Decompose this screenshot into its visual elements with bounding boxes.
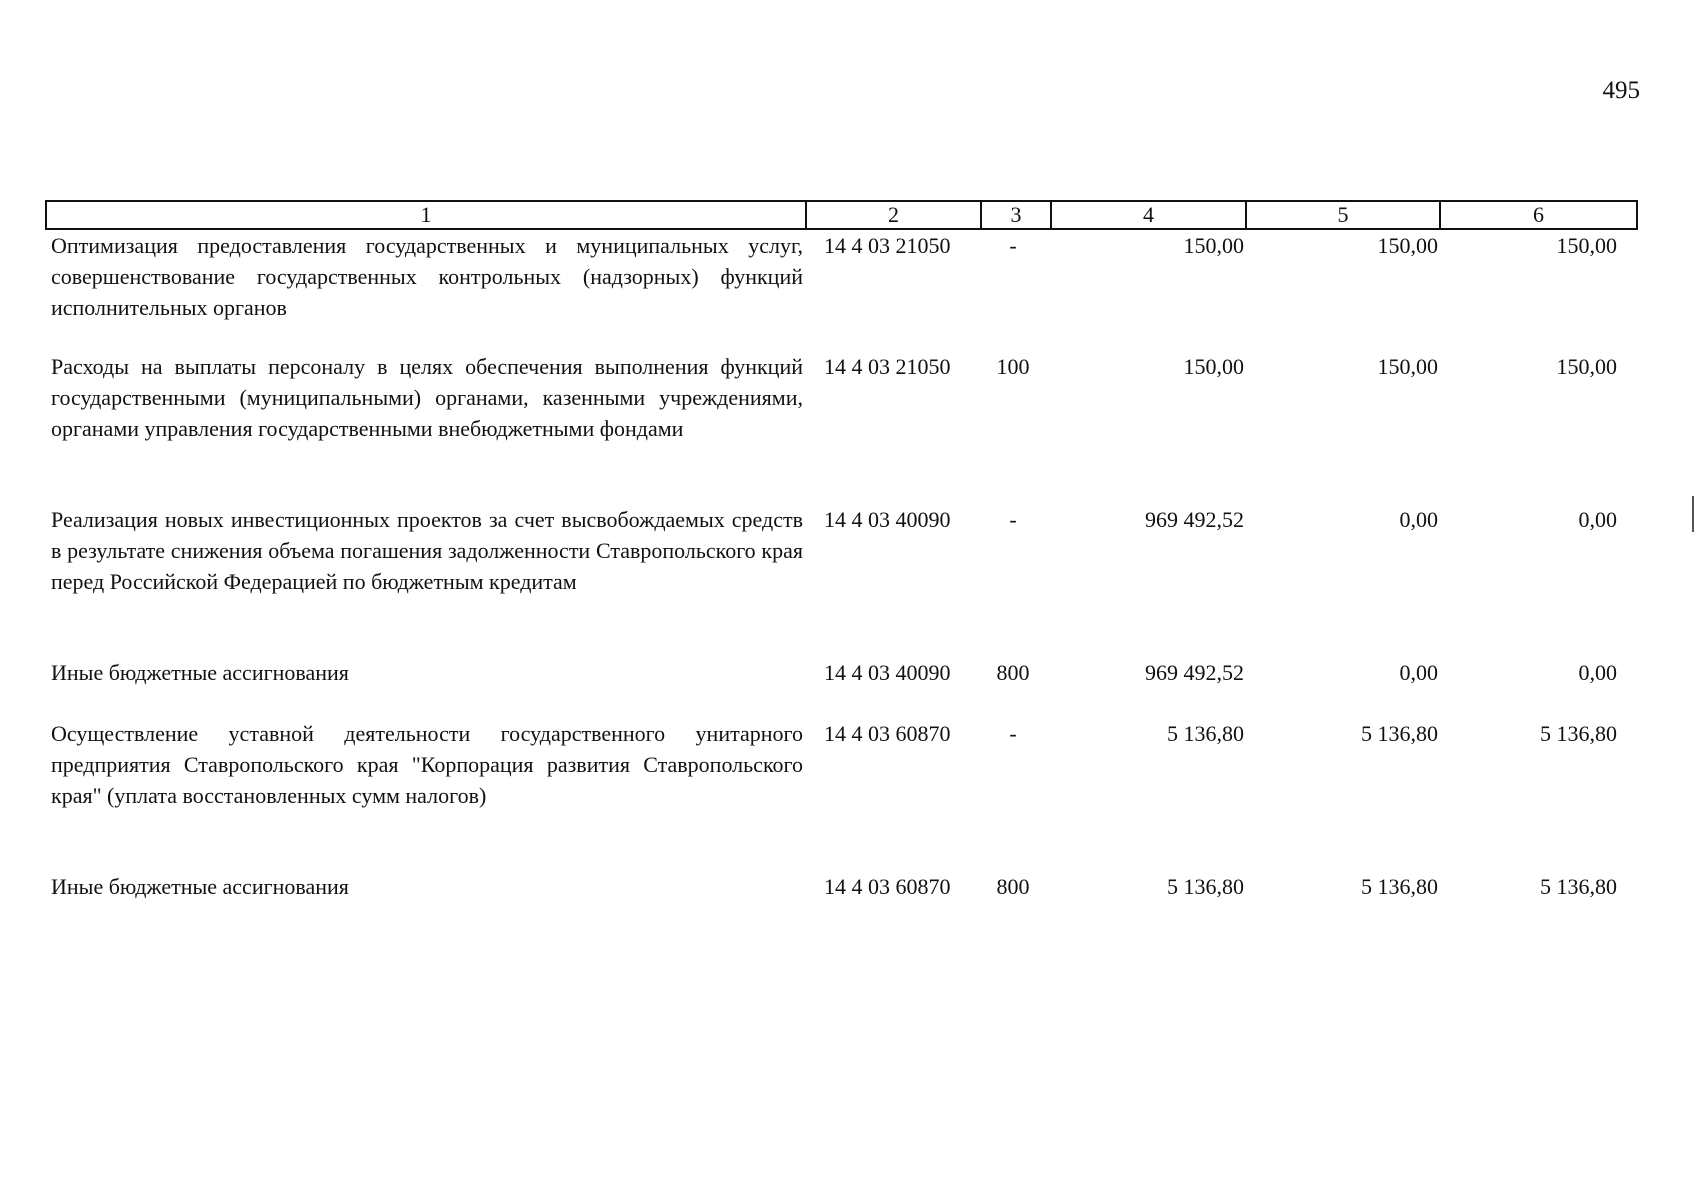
row-expense-type: 100 <box>996 354 1030 379</box>
row-amount-col6: 0,00 <box>1578 660 1617 685</box>
table-row <box>46 504 1637 657</box>
column-header-5: 5 <box>1246 201 1440 229</box>
row-amount-col4: 150,00 <box>1183 233 1244 258</box>
row-amount-col4: 969 492,52 <box>1145 507 1244 532</box>
row-amount-col5: 0,00 <box>1399 660 1438 685</box>
row-target-code: 14 4 03 60870 <box>824 874 951 899</box>
row-amount-col5: 0,00 <box>1399 507 1438 532</box>
row-name: Осуществление уставной деятельности государственного унитарного предприятия Ставропольского края "Корпорация развития Ставропольского края" (уплата восстановленных сумм налогов) <box>51 721 803 808</box>
row-target-code: 14 4 03 40090 <box>824 507 951 532</box>
row-amount-col4: 5 136,80 <box>1167 874 1244 899</box>
row-amount-col5: 150,00 <box>1377 354 1438 379</box>
page-number: 495 <box>1602 77 1640 104</box>
row-target-code: 14 4 03 60870 <box>824 721 951 746</box>
scan-edge-mark <box>1692 496 1694 532</box>
table-row <box>46 871 1637 911</box>
column-header-2: 2 <box>806 201 981 229</box>
row-expense-type: - <box>1009 721 1017 746</box>
row-name: Иные бюджетные ассигнования <box>51 660 349 685</box>
row-name: Расходы на выплаты персоналу в целях обеспечения выполнения функций государственными (муниципальными) органами, казенными учреждениями, органами управления государственными внебюджетными фондами <box>51 354 803 441</box>
column-header-4: 4 <box>1051 201 1246 229</box>
table-row <box>46 718 1637 871</box>
row-target-code: 14 4 03 40090 <box>824 660 951 685</box>
row-target-code: 14 4 03 21050 <box>824 233 951 258</box>
row-expense-type: 800 <box>996 874 1030 899</box>
row-amount-col6: 0,00 <box>1578 507 1617 532</box>
budget-table <box>45 200 1638 911</box>
row-amount-col4: 5 136,80 <box>1167 721 1244 746</box>
row-amount-col6: 5 136,80 <box>1540 721 1617 746</box>
column-header-3: 3 <box>981 201 1051 229</box>
row-amount-col4: 150,00 <box>1183 354 1244 379</box>
row-amount-col5: 150,00 <box>1377 233 1438 258</box>
row-amount-col6: 150,00 <box>1556 354 1617 379</box>
table-row <box>46 351 1637 504</box>
table-row <box>46 657 1637 718</box>
table-row <box>46 229 1637 351</box>
row-name: Реализация новых инвестиционных проектов за счет высвобождаемых средств в результате снижения объема погашения задолженности Ставропольского края перед Российской Федерацией по бюджетным кредитам <box>51 507 803 594</box>
row-name: Оптимизация предоставления государственных и муниципальных услуг, совершенствование государственных контрольных (надзорных) функций исполнительных органов <box>51 233 803 320</box>
table-header-row <box>46 201 1637 229</box>
row-name: Иные бюджетные ассигнования <box>51 874 349 899</box>
row-target-code: 14 4 03 21050 <box>824 354 951 379</box>
row-amount-col6: 5 136,80 <box>1540 874 1617 899</box>
row-expense-type: 800 <box>996 660 1030 685</box>
row-expense-type: - <box>1009 233 1017 258</box>
column-header-1: 1 <box>46 201 806 229</box>
column-header-6: 6 <box>1440 201 1637 229</box>
row-expense-type: - <box>1009 507 1017 532</box>
row-amount-col5: 5 136,80 <box>1361 721 1438 746</box>
row-amount-col4: 969 492,52 <box>1145 660 1244 685</box>
row-amount-col6: 150,00 <box>1556 233 1617 258</box>
row-amount-col5: 5 136,80 <box>1361 874 1438 899</box>
